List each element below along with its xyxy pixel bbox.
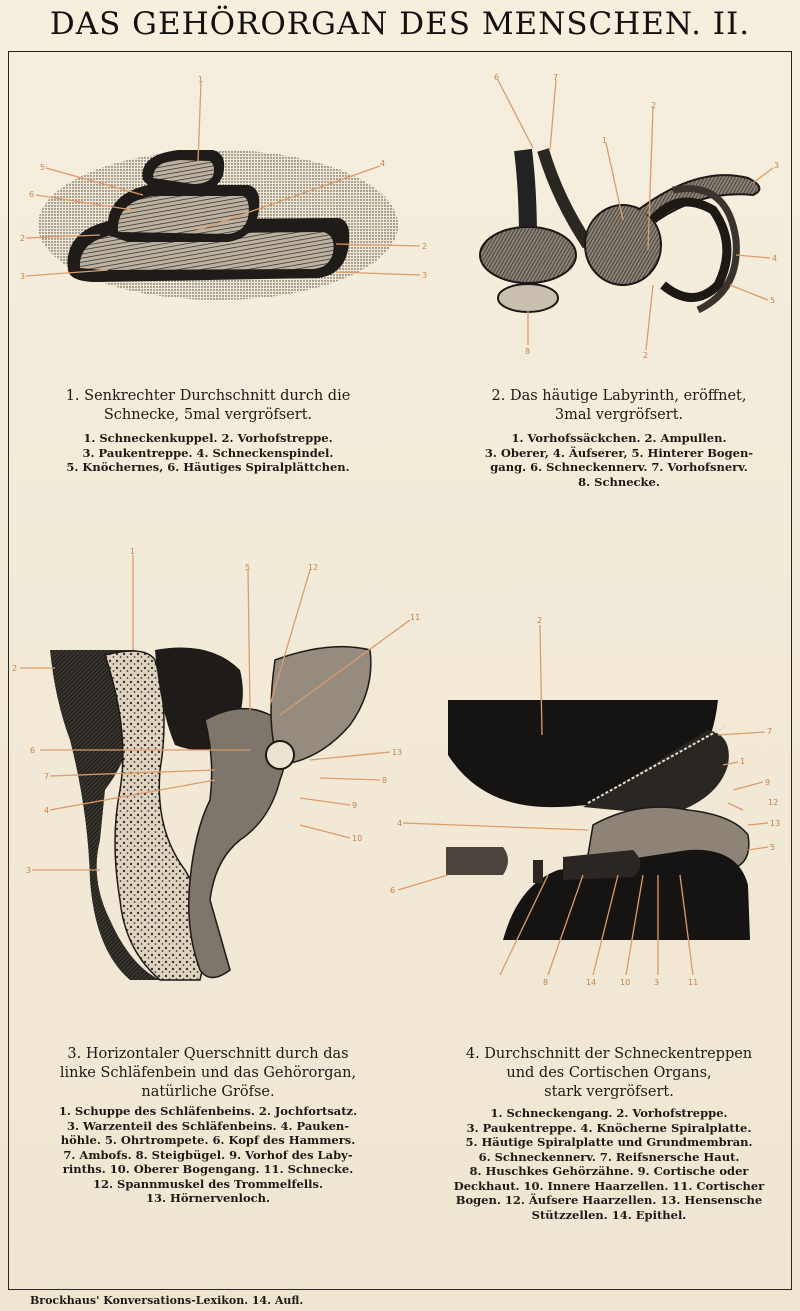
- fig2-label-7: 7: [553, 73, 559, 82]
- fig1-label-2-left: 2: [20, 234, 26, 243]
- fig3-label-3: 3: [26, 866, 32, 875]
- fig2-label-8: 8: [525, 347, 531, 356]
- bony-spiral-lamina: [446, 847, 508, 875]
- figure-1-cochlea-section: [18, 70, 438, 310]
- fig4-label-2: 2: [537, 616, 543, 625]
- fig3-label-7: 7: [44, 772, 50, 781]
- fig4-label-4: 4: [397, 819, 403, 828]
- fig1-label-2-right: 2: [422, 242, 428, 251]
- fig3-label-1: 1: [130, 547, 136, 556]
- publication-footer: Brockhaus' Konversations-Lexikon. 14. Aufl.: [30, 1294, 304, 1307]
- fig1-label-3-left: 3: [20, 272, 26, 281]
- fig4-label-14: 14: [586, 978, 597, 987]
- fig4-label-3: 3: [654, 978, 660, 987]
- fig4-label-13: 13: [770, 819, 781, 828]
- fig3-label-4: 4: [44, 806, 50, 815]
- fig1-label-3-right: 3: [422, 271, 428, 280]
- fig2-label-5: 5: [770, 296, 776, 305]
- fig2-label-1: 1: [602, 136, 608, 145]
- fig3-label-13: 13: [392, 748, 403, 757]
- fig4-label-7: 7: [767, 727, 773, 736]
- figure-1-caption: 1. Senkrechter Durchschnitt durch die Schnecke, 5mal vergröfsert.: [65, 388, 351, 423]
- fig3-label-9: 9: [352, 801, 358, 810]
- figure-2-legend: 1. Vorhofssäckchen. 2. Ampullen. 3. Oberer, 4. Äufserer, 5. Hinterer Bogen- gang. 6. Schneckennerv. 7. Vorhofsnerv. 8. Schnecke.: [484, 431, 754, 489]
- fig3-label-11: 11: [410, 613, 421, 622]
- fig2-label-2-top: 2: [651, 101, 657, 110]
- figure-4-legend: 1. Schneckengang. 2. Vorhofstreppe. 3. Paukentreppe. 4. Knöcherne Spiralplatte. 5. Häutige Spiralplatte und Grundmembran. 6. Schneckennerv. 7. Reifsnersche Haut. 8. Huschkes Gehörzähne. 9. Cortische oder Deckhaut. 10. Innere Haarzellen. 11. Cortischer Bogen. 12. Äufsere Haarzellen. 13. Hensensche Stützzellen. 14. Epithel.: [453, 1106, 765, 1222]
- plate-title: DAS GEHÖRORGAN DES MENSCHEN. II.: [49, 6, 751, 42]
- cochlea-shape: [480, 227, 576, 283]
- fig3-label-12: 12: [308, 563, 319, 572]
- fig4-label-6: 6: [390, 886, 396, 895]
- fig2-label-2-bottom: 2: [643, 351, 649, 360]
- fig4-label-11: 11: [688, 978, 699, 987]
- figure-4-caption: 4. Durchschnitt der Schneckentreppen und des Cortischen Organs, stark vergröfsert.: [465, 1046, 753, 1100]
- figure-1-legend: 1. Schneckenkuppel. 2. Vorhofstreppe. 3. Paukentreppe. 4. Schneckenspindel. 5. Knöchernes, 6. Häutiges Spiralplättchen.: [66, 431, 350, 474]
- fig1-label-1: 1: [198, 75, 204, 84]
- figure-3-caption: 3. Horizontaler Querschnitt durch das linke Schläfenbein und das Gehörorgan, natürliche Gröfse.: [59, 1046, 357, 1100]
- fig3-label-10: 10: [352, 834, 363, 843]
- fig3-label-5: 5: [245, 563, 251, 572]
- fig2-label-3: 3: [774, 161, 780, 170]
- fig4-label-5: 5: [770, 843, 776, 852]
- figure-2-caption: 2. Das häutige Labyrinth, eröffnet, 3mal vergröfsert.: [491, 388, 747, 423]
- figure-4-cochlear-duct-section: [388, 585, 790, 995]
- fig3-label-2: 2: [12, 664, 18, 673]
- fig4-label-8: 8: [543, 978, 549, 987]
- fig2-label-4: 4: [772, 254, 778, 263]
- fig3-label-8: 8: [382, 776, 388, 785]
- fig3-label-6: 6: [30, 746, 36, 755]
- fig1-label-6: 6: [29, 190, 35, 199]
- fig4-label-12: 12: [768, 798, 779, 807]
- fig2-label-6: 6: [494, 73, 500, 82]
- figure-3-temporal-bone-section: [10, 540, 430, 1000]
- fig4-label-1: 1: [740, 757, 746, 766]
- fig4-label-10: 10: [620, 978, 631, 987]
- figure-3-legend: 1. Schuppe des Schläfenbeins. 2. Jochfortsatz. 3. Warzenteil des Schläfenbeins. 4. Pauken- höhle. 5. Ohrtrompete. 6. Kopf des Hammers. 7. Ambofs. 8. Steigbügel. 9. Vorhof des Laby- rinths. 10. Oberer Bogengang. 11. Schnecke. 12. Spannmuskel des Trommelfells. 13. Hörnervenloch.: [58, 1104, 358, 1205]
- fig4-label-9: 9: [765, 778, 771, 787]
- fig1-label-4: 4: [380, 159, 386, 168]
- figure-2-membranous-labyrinth: [468, 70, 788, 360]
- fig1-label-5: 5: [40, 163, 46, 172]
